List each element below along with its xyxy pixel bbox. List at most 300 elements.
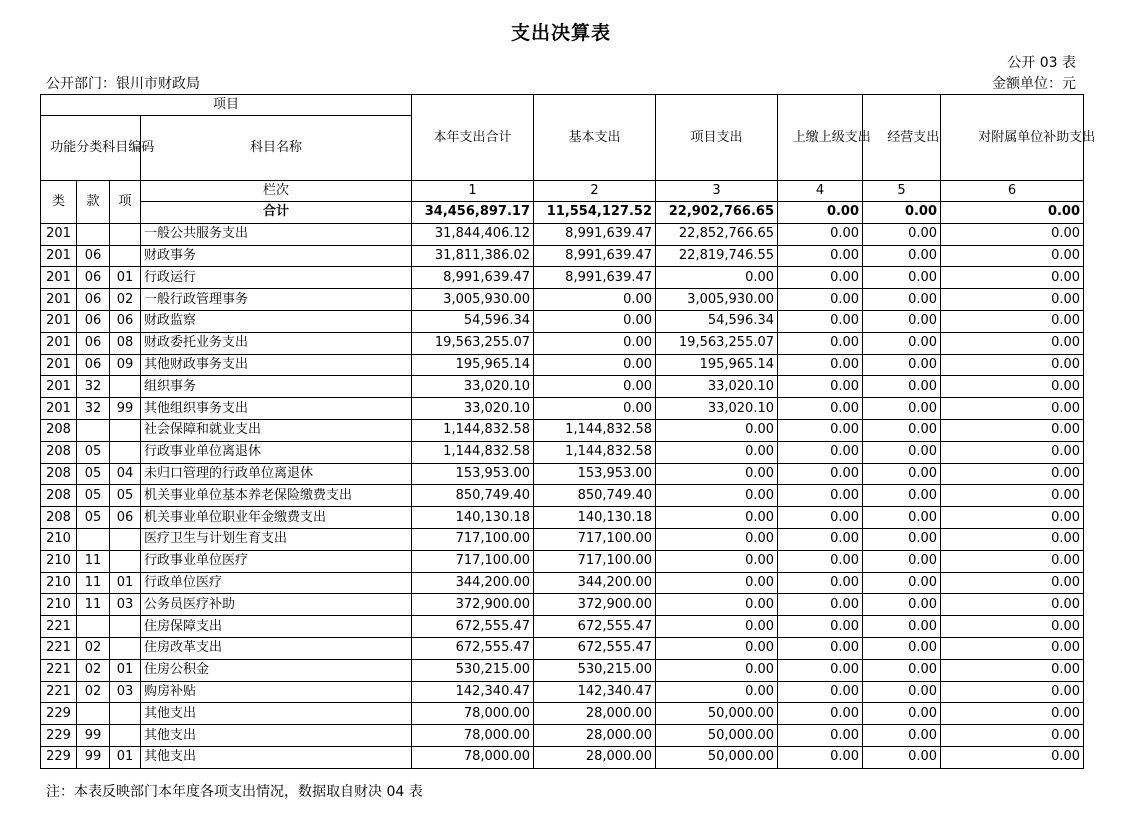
total-cell: 11,554,127.52 [534, 202, 656, 224]
header-kuan: 款 [77, 181, 110, 224]
amount-total: 8,991,639.47 [412, 267, 534, 289]
code-kuan: 06 [77, 267, 110, 289]
amount-subsidy: 0.00 [941, 572, 1084, 594]
table-row [41, 746, 1084, 768]
amount-subsidy: 0.00 [941, 223, 1084, 245]
code-xiang [110, 703, 141, 725]
amount-project: 22,852,766.65 [656, 223, 778, 245]
subject-name: 机关事业单位职业年金缴费支出 [141, 507, 412, 529]
amount-basic: 8,991,639.47 [534, 223, 656, 245]
header-col-business: 经营支出 [863, 95, 941, 181]
amount-business: 0.00 [863, 550, 941, 572]
code-kuan [77, 419, 110, 441]
table-row [41, 485, 1084, 507]
code-kuan: 32 [77, 398, 110, 420]
code-xiang: 03 [110, 681, 141, 703]
amount-total: 344,200.00 [412, 572, 534, 594]
header-col-upper: 上缴上级支出 [778, 95, 863, 181]
amount-total: 19,563,255.07 [412, 332, 534, 354]
amount-subsidy: 0.00 [941, 637, 1084, 659]
amount-basic: 850,749.40 [534, 485, 656, 507]
amount-business: 0.00 [863, 376, 941, 398]
amount-project: 0.00 [656, 441, 778, 463]
code-xiang: 01 [110, 659, 141, 681]
amount-total: 31,844,406.12 [412, 223, 534, 245]
amount-subsidy: 0.00 [941, 354, 1084, 376]
code-xiang: 01 [110, 267, 141, 289]
code-kuan [77, 528, 110, 550]
amount-project: 195,965.14 [656, 354, 778, 376]
amount-subsidy: 0.00 [941, 463, 1084, 485]
code-lei: 201 [41, 376, 77, 398]
amount-subsidy: 0.00 [941, 267, 1084, 289]
subject-name: 公务员医疗补助 [141, 594, 412, 616]
code-xiang [110, 441, 141, 463]
code-xiang: 01 [110, 572, 141, 594]
amount-business: 0.00 [863, 594, 941, 616]
amount-basic: 140,130.18 [534, 507, 656, 529]
code-lei: 221 [41, 637, 77, 659]
amount-business: 0.00 [863, 659, 941, 681]
department-label: 公开部门：银川市财政局 [46, 76, 200, 92]
code-lei: 208 [41, 507, 77, 529]
code-kuan: 05 [77, 507, 110, 529]
amount-total: 140,130.18 [412, 507, 534, 529]
amount-total: 717,100.00 [412, 528, 534, 550]
amount-total: 33,020.10 [412, 376, 534, 398]
subject-name: 医疗卫生与计划生育支出 [141, 528, 412, 550]
amount-business: 0.00 [863, 310, 941, 332]
amount-upper: 0.00 [778, 354, 863, 376]
amount-subsidy: 0.00 [941, 528, 1084, 550]
col-number-4: 4 [778, 181, 863, 202]
amount-total: 1,144,832.58 [412, 419, 534, 441]
code-kuan: 06 [77, 354, 110, 376]
amount-upper: 0.00 [778, 637, 863, 659]
table-row [41, 310, 1084, 332]
table-row [41, 550, 1084, 572]
subject-name: 社会保障和就业支出 [141, 419, 412, 441]
amount-business: 0.00 [863, 572, 941, 594]
col-number-6: 6 [941, 181, 1084, 202]
amount-upper: 0.00 [778, 332, 863, 354]
code-lei: 221 [41, 681, 77, 703]
amount-subsidy: 0.00 [941, 550, 1084, 572]
amount-upper: 0.00 [778, 419, 863, 441]
subject-name: 住房改革支出 [141, 637, 412, 659]
amount-basic: 672,555.47 [534, 616, 656, 638]
amount-upper: 0.00 [778, 310, 863, 332]
amount-total: 195,965.14 [412, 354, 534, 376]
amount-subsidy: 0.00 [941, 441, 1084, 463]
code-lei: 201 [41, 332, 77, 354]
amount-total: 850,749.40 [412, 485, 534, 507]
header-row-project [41, 95, 1084, 116]
header-func-code: 功能分类科目编码 [41, 116, 141, 181]
code-lei: 201 [41, 245, 77, 267]
amount-subsidy: 0.00 [941, 310, 1084, 332]
header-col-project: 项目支出 [656, 95, 778, 181]
form-number: 公开 03 表 [1007, 55, 1076, 71]
header-col-subsidy: 对附属单位补助支出 [941, 95, 1084, 181]
subject-name: 行政事业单位医疗 [141, 550, 412, 572]
amount-project: 50,000.00 [656, 725, 778, 747]
code-kuan: 99 [77, 746, 110, 768]
code-lei: 201 [41, 267, 77, 289]
amount-subsidy: 0.00 [941, 703, 1084, 725]
code-lei: 201 [41, 289, 77, 311]
header-project: 项目 [41, 95, 412, 116]
code-xiang [110, 376, 141, 398]
code-lei: 229 [41, 725, 77, 747]
code-kuan: 06 [77, 245, 110, 267]
subject-name: 组织事务 [141, 376, 412, 398]
code-kuan [77, 223, 110, 245]
amount-project: 33,020.10 [656, 376, 778, 398]
amount-upper: 0.00 [778, 572, 863, 594]
code-lei: 210 [41, 572, 77, 594]
code-xiang: 01 [110, 746, 141, 768]
amount-basic: 0.00 [534, 354, 656, 376]
amount-basic: 28,000.00 [534, 703, 656, 725]
amount-project: 33,020.10 [656, 398, 778, 420]
subject-name: 财政监察 [141, 310, 412, 332]
table-row [41, 594, 1084, 616]
amount-upper: 0.00 [778, 245, 863, 267]
code-kuan: 02 [77, 659, 110, 681]
amount-project: 0.00 [656, 572, 778, 594]
amount-business: 0.00 [863, 637, 941, 659]
code-kuan: 11 [77, 594, 110, 616]
subject-name: 未归口管理的行政单位离退休 [141, 463, 412, 485]
amount-subsidy: 0.00 [941, 289, 1084, 311]
subject-name: 一般公共服务支出 [141, 223, 412, 245]
amount-subsidy: 0.00 [941, 725, 1084, 747]
total-cell: 34,456,897.17 [412, 202, 534, 224]
amount-project: 0.00 [656, 594, 778, 616]
amount-business: 0.00 [863, 485, 941, 507]
amount-basic: 344,200.00 [534, 572, 656, 594]
amount-total: 78,000.00 [412, 725, 534, 747]
amount-total: 672,555.47 [412, 616, 534, 638]
amount-basic: 530,215.00 [534, 659, 656, 681]
amount-project: 0.00 [656, 637, 778, 659]
amount-subsidy: 0.00 [941, 594, 1084, 616]
code-xiang [110, 725, 141, 747]
amount-basic: 717,100.00 [534, 528, 656, 550]
total-label: 合计 [141, 202, 412, 224]
code-xiang: 03 [110, 594, 141, 616]
amount-upper: 0.00 [778, 703, 863, 725]
code-lei: 210 [41, 550, 77, 572]
code-lei: 201 [41, 223, 77, 245]
amount-upper: 0.00 [778, 528, 863, 550]
amount-project: 54,596.34 [656, 310, 778, 332]
amount-business: 0.00 [863, 725, 941, 747]
amount-total: 78,000.00 [412, 703, 534, 725]
amount-subsidy: 0.00 [941, 376, 1084, 398]
code-xiang [110, 245, 141, 267]
amount-business: 0.00 [863, 507, 941, 529]
amount-project: 0.00 [656, 507, 778, 529]
subject-name: 其他组织事务支出 [141, 398, 412, 420]
table-row [41, 616, 1084, 638]
code-lei: 229 [41, 703, 77, 725]
amount-total: 153,953.00 [412, 463, 534, 485]
amount-basic: 142,340.47 [534, 681, 656, 703]
amount-basic: 28,000.00 [534, 725, 656, 747]
amount-upper: 0.00 [778, 267, 863, 289]
code-kuan: 06 [77, 289, 110, 311]
subject-name: 行政运行 [141, 267, 412, 289]
code-xiang: 06 [110, 507, 141, 529]
amount-business: 0.00 [863, 463, 941, 485]
amount-business: 0.00 [863, 354, 941, 376]
page-title: 支出决算表 [510, 22, 611, 44]
code-kuan [77, 703, 110, 725]
amount-upper: 0.00 [778, 616, 863, 638]
header-subject-name: 科目名称 [141, 116, 412, 181]
amount-project: 0.00 [656, 267, 778, 289]
code-xiang: 05 [110, 485, 141, 507]
amount-basic: 0.00 [534, 332, 656, 354]
subject-name: 其他支出 [141, 746, 412, 768]
amount-basic: 372,900.00 [534, 594, 656, 616]
amount-business: 0.00 [863, 528, 941, 550]
code-xiang [110, 223, 141, 245]
amount-total: 530,215.00 [412, 659, 534, 681]
header-xiang: 项 [110, 181, 141, 224]
amount-upper: 0.00 [778, 725, 863, 747]
amount-business: 0.00 [863, 398, 941, 420]
amount-total: 31,811,386.02 [412, 245, 534, 267]
amount-basic: 0.00 [534, 310, 656, 332]
amount-basic: 28,000.00 [534, 746, 656, 768]
table-row [41, 245, 1084, 267]
code-lei: 221 [41, 616, 77, 638]
amount-business: 0.00 [863, 289, 941, 311]
amount-upper: 0.00 [778, 223, 863, 245]
code-kuan: 11 [77, 550, 110, 572]
subject-name: 财政委托业务支出 [141, 332, 412, 354]
code-xiang: 99 [110, 398, 141, 420]
amount-upper: 0.00 [778, 441, 863, 463]
amount-basic: 0.00 [534, 376, 656, 398]
code-kuan: 99 [77, 725, 110, 747]
subject-name: 其他支出 [141, 703, 412, 725]
code-xiang: 02 [110, 289, 141, 311]
code-xiang [110, 550, 141, 572]
code-kuan: 05 [77, 485, 110, 507]
subject-name: 住房保障支出 [141, 616, 412, 638]
code-kuan: 02 [77, 637, 110, 659]
table-row [41, 289, 1084, 311]
amount-upper: 0.00 [778, 463, 863, 485]
amount-total: 33,020.10 [412, 398, 534, 420]
code-xiang [110, 528, 141, 550]
code-kuan: 05 [77, 463, 110, 485]
table-row [41, 637, 1084, 659]
code-xiang [110, 419, 141, 441]
code-lei: 201 [41, 354, 77, 376]
amount-subsidy: 0.00 [941, 332, 1084, 354]
table-row [41, 725, 1084, 747]
amount-project: 0.00 [656, 616, 778, 638]
code-lei: 208 [41, 419, 77, 441]
code-lei: 208 [41, 485, 77, 507]
amount-project: 0.00 [656, 528, 778, 550]
amount-business: 0.00 [863, 267, 941, 289]
amount-project: 22,819,746.55 [656, 245, 778, 267]
code-xiang: 04 [110, 463, 141, 485]
header-row-lanci [41, 181, 1084, 202]
amount-project: 19,563,255.07 [656, 332, 778, 354]
code-lei: 201 [41, 398, 77, 420]
subject-name: 其他财政事务支出 [141, 354, 412, 376]
amount-business: 0.00 [863, 681, 941, 703]
table-row [41, 441, 1084, 463]
amount-business: 0.00 [863, 332, 941, 354]
amount-unit-label: 金额单位：元 [992, 76, 1076, 92]
code-xiang: 09 [110, 354, 141, 376]
amount-basic: 8,991,639.47 [534, 245, 656, 267]
amount-subsidy: 0.00 [941, 681, 1084, 703]
amount-basic: 8,991,639.47 [534, 267, 656, 289]
subject-name: 购房补贴 [141, 681, 412, 703]
total-cell: 0.00 [778, 202, 863, 224]
header-col-total: 本年支出合计 [412, 95, 534, 181]
amount-project: 50,000.00 [656, 746, 778, 768]
amount-upper: 0.00 [778, 507, 863, 529]
table-row [41, 528, 1084, 550]
amount-project: 0.00 [656, 463, 778, 485]
code-lei: 210 [41, 528, 77, 550]
amount-project: 0.00 [656, 550, 778, 572]
amount-subsidy: 0.00 [941, 659, 1084, 681]
code-kuan: 11 [77, 572, 110, 594]
code-kuan: 06 [77, 332, 110, 354]
table-row [41, 463, 1084, 485]
amount-project: 0.00 [656, 485, 778, 507]
table-row [41, 354, 1084, 376]
amount-business: 0.00 [863, 419, 941, 441]
code-xiang [110, 616, 141, 638]
amount-subsidy: 0.00 [941, 507, 1084, 529]
amount-upper: 0.00 [778, 398, 863, 420]
code-lei: 221 [41, 659, 77, 681]
amount-subsidy: 0.00 [941, 419, 1084, 441]
subject-name: 行政单位医疗 [141, 572, 412, 594]
amount-business: 0.00 [863, 245, 941, 267]
amount-project: 0.00 [656, 659, 778, 681]
total-cell: 0.00 [941, 202, 1084, 224]
amount-project: 3,005,930.00 [656, 289, 778, 311]
table-row [41, 681, 1084, 703]
amount-basic: 0.00 [534, 398, 656, 420]
amount-subsidy: 0.00 [941, 616, 1084, 638]
table-row [41, 419, 1084, 441]
table-row [41, 376, 1084, 398]
amount-upper: 0.00 [778, 594, 863, 616]
amount-business: 0.00 [863, 616, 941, 638]
code-lei: 208 [41, 463, 77, 485]
amount-basic: 1,144,832.58 [534, 419, 656, 441]
amount-basic: 717,100.00 [534, 550, 656, 572]
amount-basic: 0.00 [534, 289, 656, 311]
amount-upper: 0.00 [778, 659, 863, 681]
amount-total: 672,555.47 [412, 637, 534, 659]
table-row [41, 267, 1084, 289]
amount-business: 0.00 [863, 223, 941, 245]
amount-total: 78,000.00 [412, 746, 534, 768]
amount-subsidy: 0.00 [941, 485, 1084, 507]
amount-business: 0.00 [863, 746, 941, 768]
code-kuan: 06 [77, 310, 110, 332]
amount-total: 372,900.00 [412, 594, 534, 616]
subject-name: 机关事业单位基本养老保险缴费支出 [141, 485, 412, 507]
subject-name: 一般行政管理事务 [141, 289, 412, 311]
subject-name: 其他支出 [141, 725, 412, 747]
amount-basic: 1,144,832.58 [534, 441, 656, 463]
col-number-3: 3 [656, 181, 778, 202]
code-xiang: 06 [110, 310, 141, 332]
header-col-basic: 基本支出 [534, 95, 656, 181]
amount-project: 50,000.00 [656, 703, 778, 725]
footnote: 注：本表反映部门本年度各项支出情况，数据取自财决 04 表 [46, 784, 423, 800]
col-number-1: 1 [412, 181, 534, 202]
amount-subsidy: 0.00 [941, 245, 1084, 267]
amount-total: 142,340.47 [412, 681, 534, 703]
code-lei: 229 [41, 746, 77, 768]
code-xiang [110, 637, 141, 659]
total-cell: 0.00 [863, 202, 941, 224]
code-kuan: 05 [77, 441, 110, 463]
amount-basic: 672,555.47 [534, 637, 656, 659]
total-cell: 22,902,766.65 [656, 202, 778, 224]
col-number-5: 5 [863, 181, 941, 202]
amount-upper: 0.00 [778, 746, 863, 768]
code-kuan [77, 616, 110, 638]
subject-name: 住房公积金 [141, 659, 412, 681]
table-row [41, 572, 1084, 594]
amount-upper: 0.00 [778, 485, 863, 507]
amount-project: 0.00 [656, 419, 778, 441]
amount-total: 54,596.34 [412, 310, 534, 332]
amount-upper: 0.00 [778, 376, 863, 398]
code-kuan: 32 [77, 376, 110, 398]
code-lei: 208 [41, 441, 77, 463]
code-kuan: 02 [77, 681, 110, 703]
amount-business: 0.00 [863, 441, 941, 463]
table-row [41, 223, 1084, 245]
amount-basic: 153,953.00 [534, 463, 656, 485]
table-row [41, 332, 1084, 354]
amount-project: 0.00 [656, 681, 778, 703]
header-lanci: 栏次 [141, 181, 412, 202]
table-row [41, 659, 1084, 681]
amount-upper: 0.00 [778, 550, 863, 572]
amount-subsidy: 0.00 [941, 398, 1084, 420]
amount-total: 3,005,930.00 [412, 289, 534, 311]
total-row [41, 202, 1084, 224]
subject-name: 行政事业单位离退休 [141, 441, 412, 463]
subject-name: 财政事务 [141, 245, 412, 267]
amount-subsidy: 0.00 [941, 746, 1084, 768]
amount-business: 0.00 [863, 703, 941, 725]
table-row [41, 398, 1084, 420]
table-row [41, 703, 1084, 725]
amount-total: 1,144,832.58 [412, 441, 534, 463]
